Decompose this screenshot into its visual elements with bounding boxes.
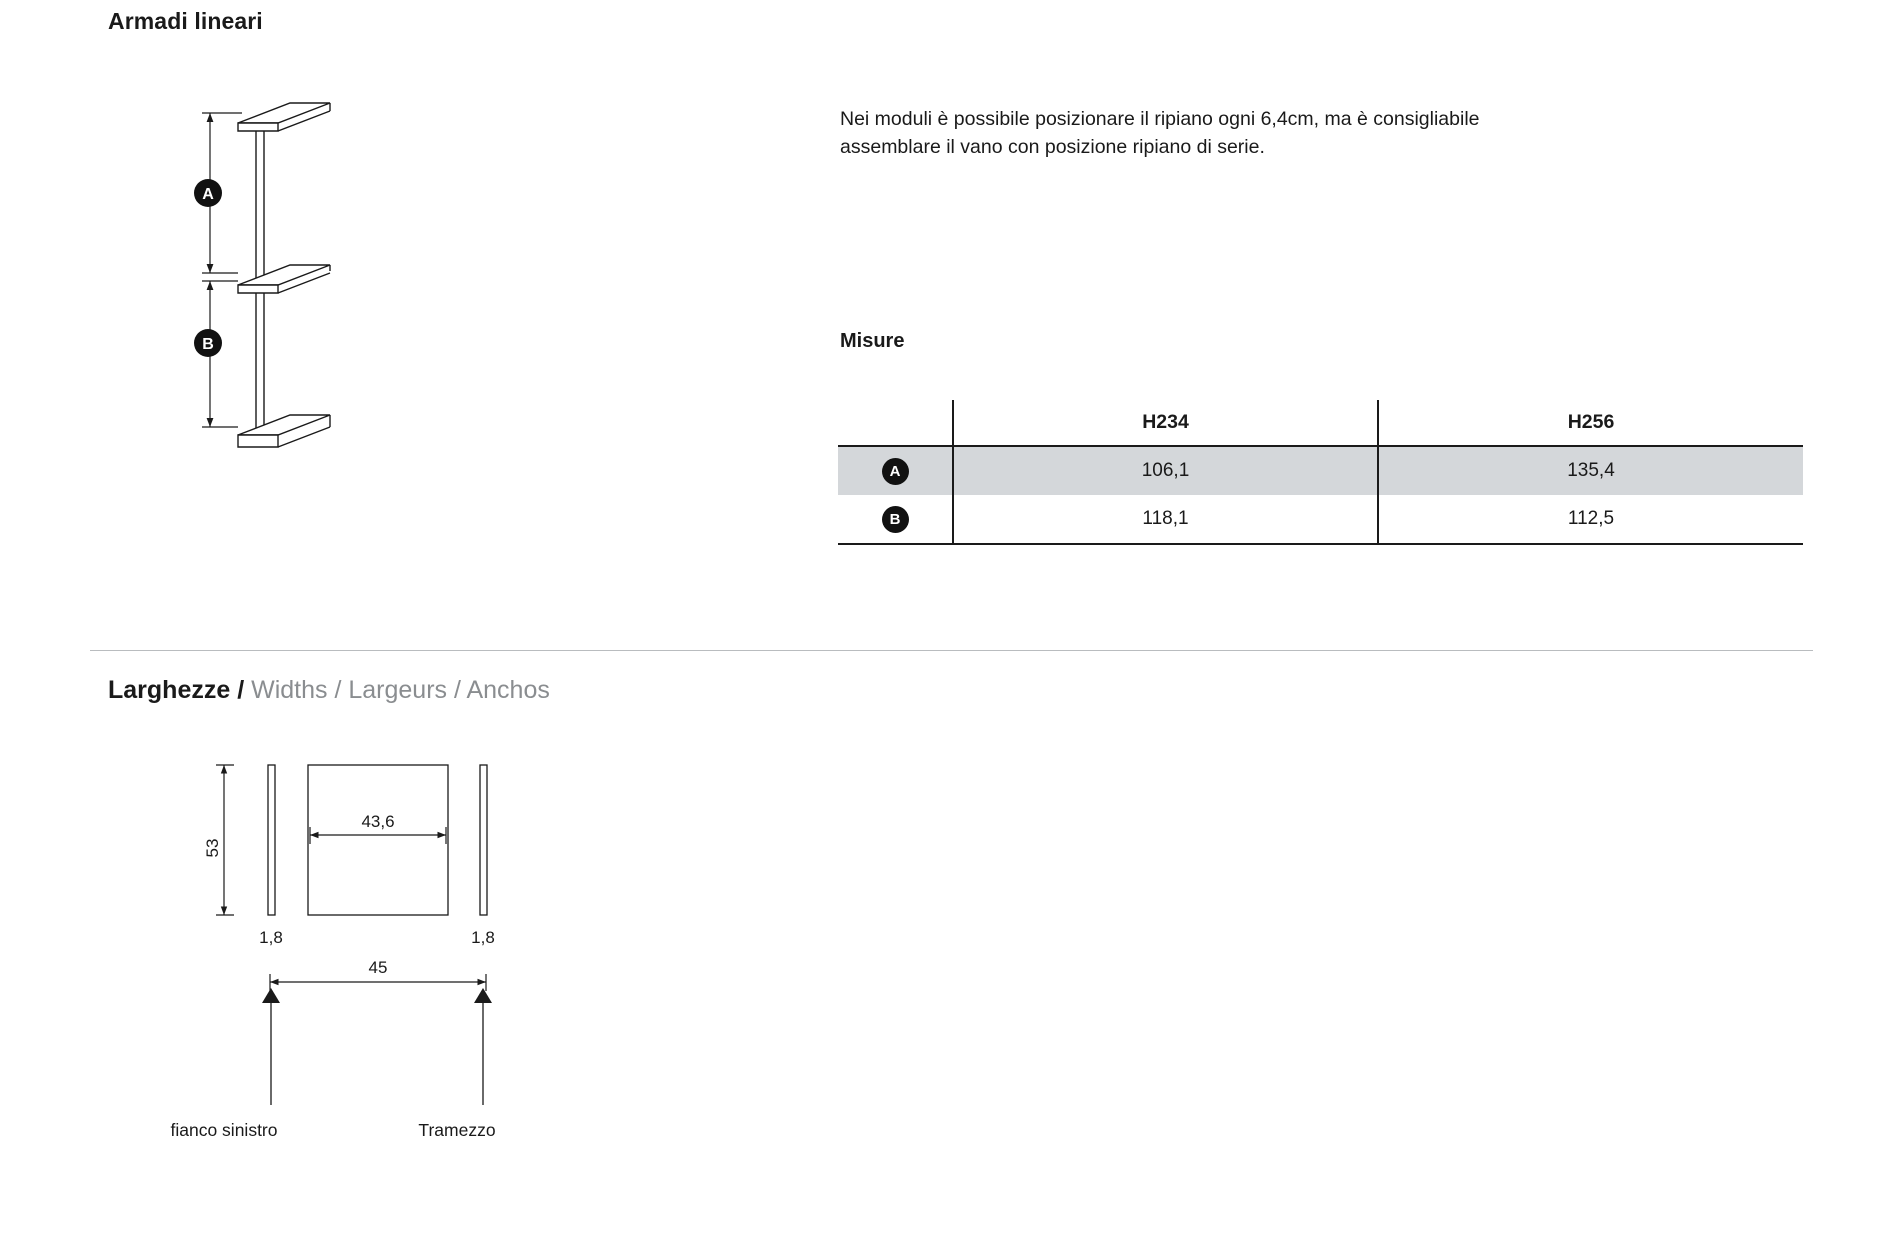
top-shelf-edge: [238, 123, 278, 131]
table-header-row: [838, 400, 1803, 446]
right-callout-arrow: [474, 988, 492, 1105]
table-header-h234: H234: [953, 400, 1378, 446]
row-badge-b-cell: [838, 495, 953, 544]
dimension-lines: [202, 113, 242, 427]
row-badge-a: A: [882, 458, 909, 485]
misure-table-wrap: [838, 400, 1803, 545]
right-caption: Tramezzo: [418, 1120, 496, 1140]
cell-b-h234: 118,1: [953, 495, 1378, 544]
left-callout-arrow: [262, 988, 280, 1105]
module-body: [308, 765, 448, 915]
widths-plan-drawing: [130, 750, 650, 1200]
page-title: Armadi lineari: [108, 8, 263, 34]
bottom-shelf-edge: [238, 435, 278, 447]
table-header-h256: H256: [1378, 400, 1803, 446]
cell-a-h256: 135,4: [1378, 446, 1803, 495]
misure-table: [838, 400, 1803, 545]
misure-title: Misure: [840, 330, 905, 352]
table-row: [838, 495, 1803, 544]
middle-shelf-face: [238, 265, 330, 285]
dimension-badge-a: [194, 179, 222, 207]
table-header-blank: [838, 400, 953, 446]
cell-b-h256: 112,5: [1378, 495, 1803, 544]
widths-section-heading: [108, 676, 550, 705]
height-dimension-label: 53: [203, 838, 222, 858]
section-divider: [90, 650, 1813, 651]
cell-a-h234: 106,1: [953, 446, 1378, 495]
right-thickness-label: 1,8: [471, 928, 495, 947]
dimension-badge-b-label: B: [202, 336, 214, 353]
right-divider-panel: [480, 765, 487, 915]
intro-paragraph: [840, 105, 1740, 162]
row-badge-a-cell: [838, 446, 953, 495]
intro-line-2: assemblare il vano con posizione ripiano di serie.: [840, 136, 1265, 159]
widths-heading-translations: Widths / Largeurs / Anchos: [251, 676, 550, 704]
total-width-label: 45: [368, 958, 388, 977]
left-thickness-label: 1,8: [259, 928, 283, 947]
left-side-panel: [268, 765, 275, 915]
left-caption: fianco sinistro: [170, 1120, 278, 1140]
widths-plan-svg: [130, 750, 650, 1200]
table-row: [838, 446, 1803, 495]
top-shelf-face: [238, 103, 330, 123]
intro-line-1: Nei moduli è possibile posizionare il ripiano ogni 6,4cm, ma è consigliabile: [840, 108, 1480, 130]
inner-width-label: 43,6: [361, 812, 395, 831]
widths-heading-it: Larghezze /: [108, 676, 245, 704]
row-badge-b: B: [882, 506, 909, 533]
cabinet-elevation-svg: [190, 95, 430, 495]
cabinet-elevation-drawing: [190, 95, 430, 495]
dimension-badge-b: [194, 329, 222, 357]
middle-shelf-edge: [238, 285, 278, 293]
dimension-badge-a-label: A: [202, 186, 214, 203]
